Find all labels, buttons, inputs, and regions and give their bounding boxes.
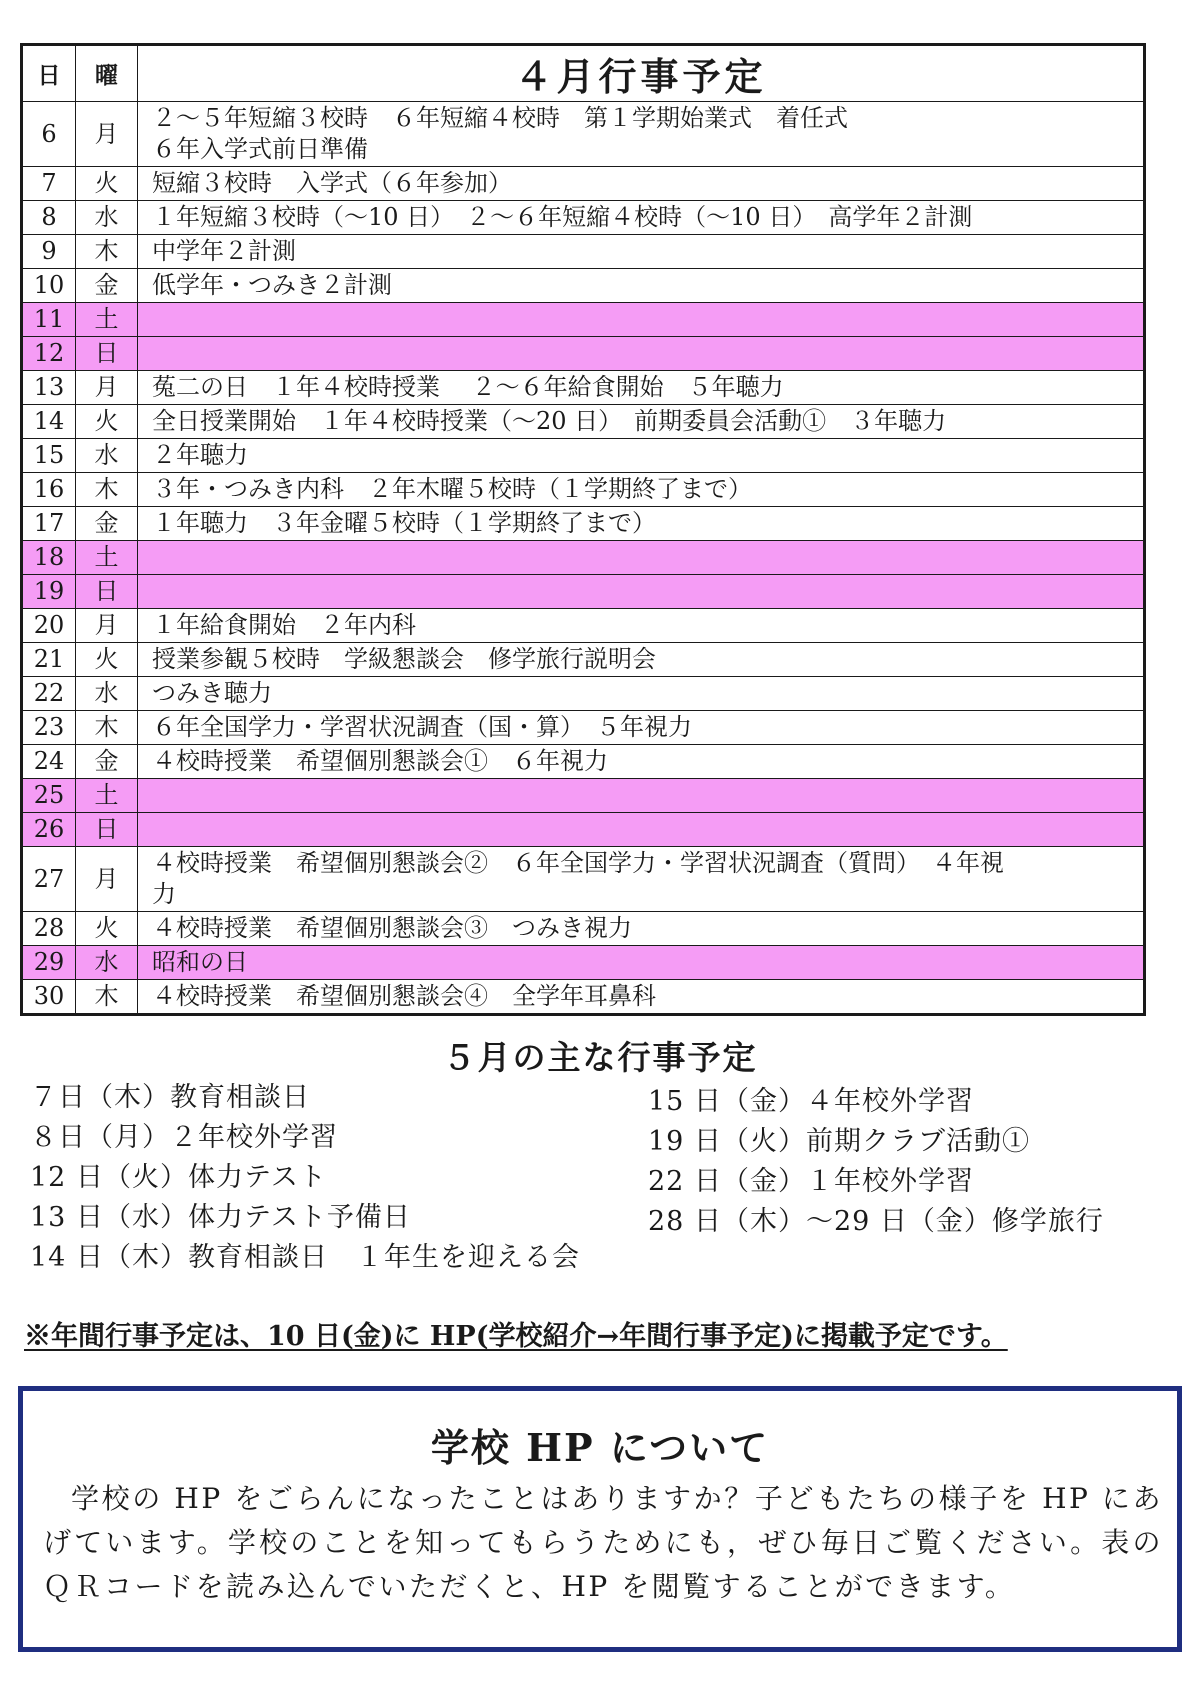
schedule-row: [22, 167, 1145, 201]
row-day: 28: [22, 912, 76, 946]
row-weekday: 火: [76, 643, 138, 677]
row-day: 19: [22, 575, 76, 609]
row-events: [138, 912, 1145, 946]
schedule-row: [22, 745, 1145, 779]
event-line: ４校時授業 希望個別懇談会④ 全学年耳鼻科: [152, 982, 656, 1010]
row-events: [138, 541, 1145, 575]
row-weekday: 火: [76, 405, 138, 439]
row-day: 20: [22, 609, 76, 643]
row-day: 15: [22, 439, 76, 473]
schedule-body: [22, 102, 1145, 1015]
row-weekday: 月: [76, 371, 138, 405]
schedule-row: [22, 102, 1145, 167]
event-line: 昭和の日: [152, 948, 248, 976]
row-weekday: 金: [76, 745, 138, 779]
row-events: [138, 609, 1145, 643]
event-line: 低学年・つみき２計測: [152, 271, 392, 299]
school-hp-box: [18, 1386, 1182, 1652]
row-events: [138, 439, 1145, 473]
row-day: 11: [22, 303, 76, 337]
row-day: 13: [22, 371, 76, 405]
row-events: [138, 711, 1145, 745]
row-weekday: 月: [76, 609, 138, 643]
schedule-row: [22, 946, 1145, 980]
event-line: つみき聴力: [152, 679, 272, 707]
may-event-item: 19 日（火）前期クラブ活動①: [648, 1126, 1030, 1157]
row-weekday: 水: [76, 439, 138, 473]
event-line: １年給食開始 ２年内科: [152, 611, 416, 639]
row-weekday: 木: [76, 473, 138, 507]
schedule-row: [22, 235, 1145, 269]
schedule-row: [22, 337, 1145, 371]
schedule-row: [22, 980, 1145, 1015]
row-events: [138, 201, 1145, 235]
row-day: 10: [22, 269, 76, 303]
row-events: [138, 677, 1145, 711]
row-events: [138, 371, 1145, 405]
schedule-row: [22, 269, 1145, 303]
row-events: [138, 745, 1145, 779]
row-events: [138, 575, 1145, 609]
may-event-item: ８日（月）２年校外学習: [30, 1122, 338, 1153]
may-event-item: 15 日（金）４年校外学習: [648, 1086, 974, 1117]
row-events: [138, 946, 1145, 980]
event-line: 力: [152, 880, 176, 908]
annual-schedule-note: ※年間行事予定は、10 日(金)に HP(学校紹介→年間行事予定)に掲載予定です。: [24, 1321, 1008, 1352]
schedule-row: [22, 779, 1145, 813]
row-events: [138, 847, 1145, 912]
schedule-row: [22, 677, 1145, 711]
row-weekday: 火: [76, 912, 138, 946]
row-day: 12: [22, 337, 76, 371]
row-day: 14: [22, 405, 76, 439]
schedule-row: [22, 201, 1145, 235]
schedule-row: [22, 813, 1145, 847]
row-events: [138, 980, 1145, 1015]
may-events-right: [648, 1082, 1104, 1242]
may-event-item: 12 日（火）体力テスト: [30, 1162, 327, 1193]
row-weekday: 月: [76, 102, 138, 167]
row-weekday: 土: [76, 779, 138, 813]
schedule-row: [22, 439, 1145, 473]
row-day: 29: [22, 946, 76, 980]
may-event-item: 28 日（木）～29 日（金）修学旅行: [648, 1206, 1104, 1237]
row-events: [138, 779, 1145, 813]
event-line: ６年入学式前日準備: [152, 135, 368, 163]
row-events: [138, 303, 1145, 337]
event-line: ４校時授業 希望個別懇談会① ６年視力: [152, 747, 608, 775]
row-events: [138, 102, 1145, 167]
row-events: [138, 337, 1145, 371]
schedule-row: [22, 912, 1145, 946]
event-line: ４校時授業 希望個別懇談会② ６年全国学力・学習状況調査（質問） ４年視: [152, 849, 1004, 877]
row-events: [138, 235, 1145, 269]
table-title: ４月行事予定: [138, 45, 1145, 102]
event-line: ３年・つみき内科 ２年木曜５校時（１学期終了まで）: [152, 475, 752, 503]
may-event-item: 13 日（水）体力テスト予備日: [30, 1202, 411, 1233]
row-day: 8: [22, 201, 76, 235]
row-day: 27: [22, 847, 76, 912]
schedule-row: [22, 405, 1145, 439]
row-day: 7: [22, 167, 76, 201]
event-line: ２年聴力: [152, 441, 248, 469]
april-schedule-table: [20, 43, 1146, 1016]
schedule-row: [22, 541, 1145, 575]
row-weekday: 水: [76, 677, 138, 711]
may-event-item: 14 日（木）教育相談日 １年生を迎える会: [30, 1242, 580, 1273]
schedule-row: [22, 303, 1145, 337]
row-weekday: 木: [76, 235, 138, 269]
row-weekday: 日: [76, 813, 138, 847]
event-line: １年聴力 ３年金曜５校時（１学期終了まで）: [152, 509, 656, 537]
schedule-row: [22, 575, 1145, 609]
event-line: １年短縮３校時（～10 日） ２～６年短縮４校時（～10 日） 高学年２計測: [152, 203, 973, 231]
row-weekday: 木: [76, 711, 138, 745]
may-event-item: 22 日（金）１年校外学習: [648, 1166, 974, 1197]
row-day: 18: [22, 541, 76, 575]
row-events: [138, 473, 1145, 507]
row-weekday: 月: [76, 847, 138, 912]
row-weekday: 火: [76, 167, 138, 201]
row-day: 16: [22, 473, 76, 507]
row-day: 22: [22, 677, 76, 711]
event-line: 授業参観５校時 学級懇談会 修学旅行説明会: [152, 645, 656, 673]
row-day: 17: [22, 507, 76, 541]
event-line: 中学年２計測: [152, 237, 296, 265]
event-line: ２～５年短縮３校時 ６年短縮４校時 第１学期始業式 着任式: [152, 104, 848, 132]
event-line: 短縮３校時 入学式（６年参加）: [152, 169, 512, 197]
event-line: 全日授業開始 １年４校時授業（～20 日） 前期委員会活動① ３年聴力: [152, 407, 947, 435]
row-events: [138, 507, 1145, 541]
row-weekday: 土: [76, 541, 138, 575]
schedule-row: [22, 609, 1145, 643]
event-line: 菟二の日 １年４校時授業 ２～６年給食開始 ５年聴力: [152, 373, 784, 401]
row-events: [138, 813, 1145, 847]
table-header-row: [22, 45, 1145, 102]
row-weekday: 金: [76, 507, 138, 541]
event-line: ６年全国学力・学習状況調査（国・算） ５年視力: [152, 713, 692, 741]
header-weekday: 曜: [76, 45, 138, 102]
row-day: 26: [22, 813, 76, 847]
hp-box-title: 学校 HP について: [430, 1425, 770, 1470]
schedule-row: [22, 473, 1145, 507]
row-events: [138, 167, 1145, 201]
row-day: 9: [22, 235, 76, 269]
row-day: 25: [22, 779, 76, 813]
row-day: 21: [22, 643, 76, 677]
row-weekday: 木: [76, 980, 138, 1015]
schedule-row: [22, 847, 1145, 912]
row-events: [138, 405, 1145, 439]
row-day: 24: [22, 745, 76, 779]
row-weekday: 日: [76, 575, 138, 609]
row-weekday: 土: [76, 303, 138, 337]
event-line: ４校時授業 希望個別懇談会③ つみき視力: [152, 914, 632, 942]
row-weekday: 水: [76, 946, 138, 980]
row-day: 23: [22, 711, 76, 745]
schedule-row: [22, 643, 1145, 677]
row-weekday: 日: [76, 337, 138, 371]
row-events: [138, 269, 1145, 303]
row-day: 6: [22, 102, 76, 167]
may-heading: ５月の主な行事予定: [442, 1038, 758, 1077]
schedule-row: [22, 507, 1145, 541]
may-event-item: ７日（木）教育相談日: [30, 1082, 310, 1113]
may-events-left: [30, 1078, 580, 1278]
schedule-row: [22, 371, 1145, 405]
row-weekday: 金: [76, 269, 138, 303]
header-day: 日: [22, 45, 76, 102]
hp-box-body: 学校の HP をごらんになったことはありますか？子どもたちの様子を HP にあげています。学校のことを知ってもらうためにも，ぜひ毎日ご覧ください。表のＱＲコードを読み込んでいただくと、HP を閲覧することができます。: [43, 1482, 1163, 1603]
row-day: 30: [22, 980, 76, 1015]
row-events: [138, 643, 1145, 677]
schedule-row: [22, 711, 1145, 745]
row-weekday: 水: [76, 201, 138, 235]
